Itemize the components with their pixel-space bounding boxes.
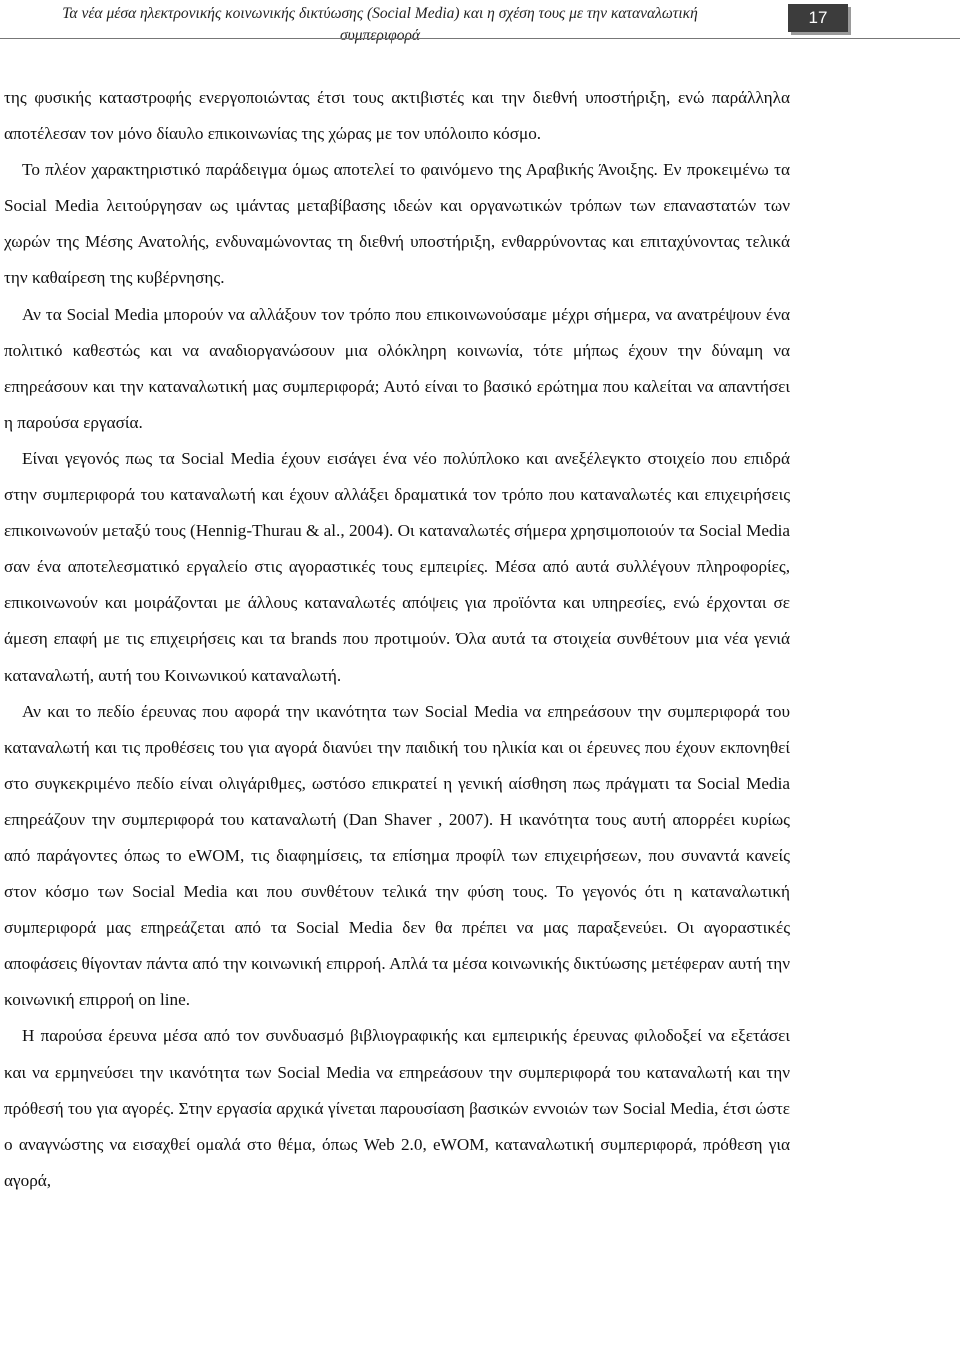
paragraph: της φυσικής καταστροφής ενεργοποιώντας έτσι τους ακτιβιστές και την διεθνή υποστήριξη, ενώ παράλληλα αποτέλεσαν τον μόνο δίαυλο επικοινωνίας της χώρας με τον υπόλοιπο κόσμο. bbox=[4, 88, 790, 144]
body-text bbox=[4, 80, 790, 1199]
header-rule bbox=[0, 38, 960, 39]
paragraph: Αν τα Social Media μπορούν να αλλάξουν τον τρόπο που επικοινωνούσαμε μέχρι σήμερα, να ανατρέψουν ένα πολιτικό καθεστώς και να αναδιοργανώσουν μια ολόκληρη κοινωνία, τότε μήπως έχουν την δύναμη να επηρεάσουν και την καταναλωτική μας συμπεριφορά; Αυτό είναι το βασικό ερώτημα που καλείται να απαντήσει η παρούσα εργασία. bbox=[4, 304, 790, 432]
running-title: Τα νέα μέσα ηλεκτρονικής κοινωνικής δικτύωσης (Social Media) και η σχέση τους με την καταναλωτική συμπεριφορά bbox=[62, 5, 698, 44]
page-number: 17 bbox=[788, 4, 848, 32]
paragraph: Το πλέον χαρακτηριστικό παράδειγμα όμως αποτελεί το φαινόμενο της Αραβικής Άνοιξης. Εν προκειμένω τα Social Media λειτούργησαν ως ιμάντας μεταβίβασης ιδεών και οργανωτικών τρόπων των επαναστατών των χωρών της Μέσης Ανατολής, ενδυναμώνοντας τη διεθνή υποστήριξη, ενθαρρύνοντας και επιταχύνοντας τελικά την καθαίρεση της κυβέρνησης. bbox=[4, 160, 790, 288]
paragraph: Είναι γεγονός πως τα Social Media έχουν εισάγει ένα νέο πολύπλοκο και ανεξέλεγκτο στοιχείο που επιδρά στην συμπεριφορά του καταναλωτή και έχουν αλλάξει δραματικά τον τρόπο που καταναλωτές και επιχειρήσεις επικοινωνούν μεταξύ τους (Hennig-Thurau & al., 2004). Οι καταναλωτές σήμερα χρησιμοποιούν τα Social Media σαν ένα αποτελεσματικό εργαλείο στις αγοραστικές τους εμπειρίες. Μέσα από αυτά συλλέγουν πληροφορίες, επικοινωνούν και μοιράζονται με άλλους καταναλωτές απόψεις για προϊόντα και υπηρεσίες, ενώ έρχονται σε άμεση επαφή με τις επιχειρήσεις και τα brands που προτιμούν. Όλα αυτά τα στοιχεία συνθέτουν μια νέα γενιά καταναλωτή, αυτή του Κοινωνικού καταναλωτή. bbox=[4, 448, 790, 685]
paragraph: Η παρούσα έρευνα μέσα από τον συνδυασμό βιβλιογραφικής και εμπειρικής έρευνας φιλοδοξεί να εξετάσει και να ερμηνεύσει την ικανότητα των Social Media να επηρεάσουν την συμπεριφορά του καταναλωτή και την πρόθεσή του για αγορές. Στην εργασία αρχικά γίνεται παρουσίαση βασικών εννοιών των Social Media, έτσι ώστε ο αναγνώστης να εισαχθεί ομαλά στο θέμα, όπως Web 2.0, eWOM, καταναλωτική συμπεριφορά, πρόθεση για αγορά, bbox=[4, 1026, 790, 1190]
paragraph: Αν και το πεδίο έρευνας που αφορά την ικανότητα των Social Media να επηρεάσουν την συμπεριφορά του καταναλωτή και τις προθέσεις του για αγορά διανύει την παιδική του ηλικία και οι έρευνες που έχουν εκπονηθεί στο συγκεκριμένο πεδίο είναι ολιγάριθμες, ωστόσο επικρατεί η γενική αίσθηση πως πράγματι τα Social Media επηρεάζουν την συμπεριφορά του καταναλωτή (Dan Shaver , 2007). Η ικανότητα τους αυτή απορρέει κυρίως από παράγοντες όπως το eWOM, τις διαφημίσεις, τα επίσημα προφίλ των επιχειρήσεων, που συναντά κανείς στον κόσμο των Social Media και που συνθέτουν τελικά την φύση τους. Το γεγονός ότι η καταναλωτική συμπεριφορά μας επηρεάζεται από τα Social Media δεν θα πρέπει να μας παραξενεύει. Οι αγοραστικές αποφάσεις θίγονταν πάντα από την κοινωνική επιρροή. Απλά τα μέσα κοινωνικής δικτύωσης μετέφεραν αυτή την κοινωνική επιρροή on line. bbox=[4, 701, 790, 1010]
page-header bbox=[0, 0, 960, 50]
